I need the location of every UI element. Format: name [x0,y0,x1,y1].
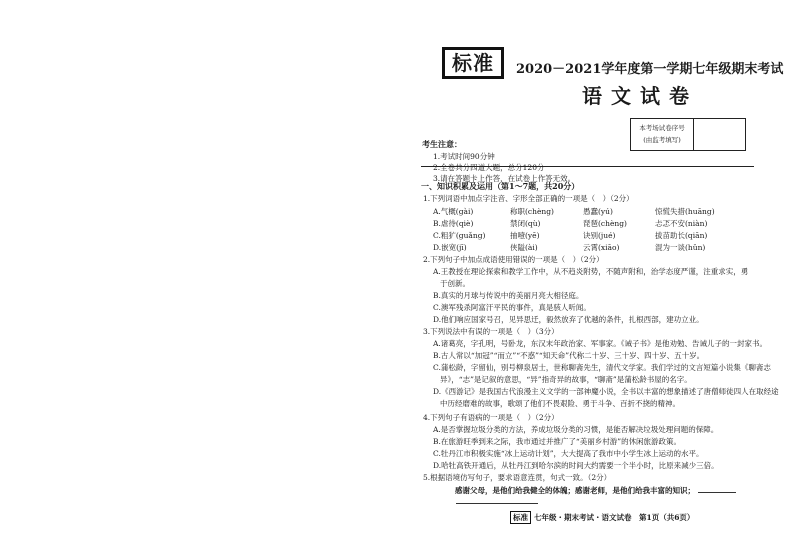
exam-title: 2020－2021学年度第一学期七年级期末考试 [516,62,784,77]
question-4-option: C.牡丹江市积极实施“冰上运动计划”，大大提高了我市中小学生冰上运动的水平。 [433,449,704,458]
option-cell: 禁闭(qù) [510,219,541,228]
option-cell: A.气概(gài) [433,207,474,216]
question-4-option: D.哈牡高铁开通后，从牡丹江到哈尔滨的时间大约需要一个半小时，比原来减少三倍。 [433,461,719,470]
option-cell: B.虐待(qiè) [433,219,474,228]
question-4-option: A.是否掌握垃圾分类的方法，养成垃圾分类的习惯，是能否解决垃圾处理问题的保障。 [433,425,719,434]
page-footer [510,511,694,524]
note-item: 2.全卷共分四道大题，总分120分 [433,163,545,172]
seat-number-box [630,118,746,151]
question-1-stem: 1.下列词语中加点字注音、字形全部正确的一项是（ ）（2分） [423,194,634,203]
option-cell: 拔苗助长(qiān) [655,231,708,240]
question-1-options [433,206,753,254]
question-2-stem: 2.下列句子中加点成语使用错误的一项是（ ）（2分） [423,255,604,264]
option-cell: 忐忑不安(niàn) [655,219,708,228]
question-3-option: D.《西游记》是我国古代浪漫主义文学的一部神魔小说，全书以丰富的想象描述了唐僧师徒四人在取经途 [433,387,779,396]
notes-title: 考生注意： [422,139,462,149]
option-cell: 云霄(xiāo) [583,243,620,252]
divider [421,166,754,167]
option-cell: 惊慌失措(huāng) [655,207,715,216]
seat-number-label [631,119,694,150]
option-cell: 侠隘(ài) [510,243,538,252]
question-3-option: 中历经磨难的故事，歌颂了他们不畏艰险、勇于斗争、百折不挠的精神。 [440,399,680,408]
seat-label-line1: 本考场试卷序号 [639,124,685,132]
question-3-option: C.蒲松龄，字留仙，别号柳泉居士，世称聊斋先生，清代文学家。我们学过的文言短篇小说集《聊斋志 [433,363,771,372]
question-4-option: B.在旅游旺季到来之际，我市通过并推广了“美丽乡村游”的休闲旅游政策。 [433,437,682,446]
option-cell: 琵琶(chèng) [583,219,627,228]
note-item: 3.请在答题卡上作答，在试卷上作答无效。 [433,174,576,183]
question-5-prompt-text: 感谢父母，是他们给我健全的体魄；感谢老师，是他们给我丰富的知识； [455,486,695,495]
seat-label-line2: (由监考填写) [643,136,681,144]
option-cell: 抽噎(yē) [510,231,540,240]
question-3-stem: 3.下列说法中有误的一项是（ ）（3分） [423,327,559,336]
question-2-option: 于创新。 [440,279,470,288]
footer-text: 七年级・期末考试・语文试卷 第1页（共6页） [534,513,695,522]
question-2-option: A.王教授在理论探索和教学工作中，从不趋炎附势，不随声附和，治学态度严谨，注重求实，勇 [433,267,749,276]
option-cell: 愚蠢(yú) [583,207,613,216]
question-3-option: 异》，“志”是记叙的意思，“异”指奇异的故事，“聊斋”是蒲松龄书屋的名字。 [440,375,692,384]
note-item: 1.考试时间90分钟 [433,152,495,161]
question-5-prompt [455,485,736,496]
option-cell: C.粗犷(guǎng) [433,231,486,240]
option-cell: 混为一谈(hǔn) [655,243,706,252]
question-3-option: A.诸葛亮，字孔明，号卧龙，东汉末年政治家、军事家。《诫子书》是他劝勉、告诫儿子的一封家书。 [433,339,768,348]
question-5-stem: 5.根据语境仿写句子，要求语意连贯，句式一致。（2分） [423,473,612,482]
answer-blank[interactable] [698,492,736,493]
question-2-option: C.澳军残杀阿富汗平民的事件，真是骇人听闻。 [433,303,591,312]
footer-logo: 标准 [510,511,531,524]
question-2-option: D.他们响应国家号召，见异思迁，毅然放弃了优越的条件，扎根西部，建功立业。 [433,315,704,324]
answer-blank[interactable] [456,503,538,504]
question-3-option: B.古人常以“加冠”“而立”“不惑”“知天命”代称二十岁、三十岁、四十岁、五十岁。 [433,351,705,360]
question-2-option: B.真实的月球与传说中的美丽月亮大相径庭。 [433,291,584,300]
brand-logo: 标准 [442,47,504,79]
question-4-stem: 4.下列句子有语病的一项是（ ）（2分） [423,413,559,422]
option-cell: 称职(chèng) [510,207,554,216]
section-heading: 一、知识积累及运用（第1～7题，共20分） [421,181,580,191]
subject-title: 语文试卷 [582,84,698,108]
option-cell: 诀别(jué) [583,231,616,240]
option-cell: D.嵌宽(jī) [433,243,467,252]
